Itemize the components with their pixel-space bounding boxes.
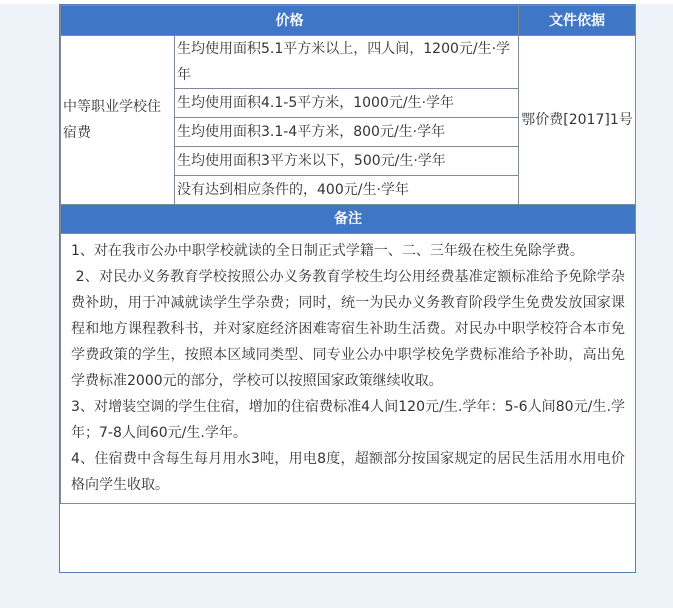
remarks-header-row bbox=[61, 205, 636, 234]
price-row-2: 生均使用面积4.1-5平方米，1000元/生·学年 bbox=[175, 89, 519, 118]
price-row-1: 生均使用面积5.1平方米以上，四人间，1200元/生·学年 bbox=[175, 36, 519, 89]
remarks-title: 备注 bbox=[61, 205, 636, 234]
category-cell: 中等职业学校住宿费 bbox=[61, 36, 175, 205]
price-header: 价格 bbox=[61, 6, 519, 36]
remarks-cell bbox=[61, 234, 636, 504]
remark-item-4: 4、住宿费中含每生每月用水3吨，用电8度，超额部分按国家规定的居民生活用水用电价格向学生收取。 bbox=[71, 451, 625, 493]
price-row-3: 生均使用面积3.1-4平方米，800元/生·学年 bbox=[175, 118, 519, 147]
basis-header: 文件依据 bbox=[519, 6, 636, 36]
remark-item-2: 2、对民办义务教育学校按照公办义务教育学校生均公用经费基准定额标准给予免除学杂费补助，用于冲减就读学生学杂费；同时，统一为民办义务教育阶段学生免费发放国家课程和地方课程教科书，并对家庭经济困难寄宿生补助生活费。对民办中职学校符合本市免学费政策的学生，按照本区域同类型、同专业公办中职学校免学费标准给予补助，高出免学费标准2000元的部分，学校可以按照国家政策继续收取。 bbox=[71, 269, 625, 389]
table-row bbox=[61, 36, 636, 89]
basis-cell: 鄂价费[2017]1号 bbox=[519, 36, 636, 205]
fee-table bbox=[60, 5, 636, 504]
fee-table-card bbox=[59, 4, 636, 573]
price-row-5: 没有达到相应条件的，400元/生·学年 bbox=[175, 176, 519, 205]
remarks-row bbox=[61, 234, 636, 504]
price-row-4: 生均使用面积3平方米以下，500元/生·学年 bbox=[175, 147, 519, 176]
remark-item-3: 3、对增装空调的学生住宿，增加的住宿费标准4人间120元/生.学年：5-6人间80元/生.学年；7-8人间60元/生.学年。 bbox=[71, 399, 625, 441]
table-header-row bbox=[61, 6, 636, 36]
remark-item-1: 1、对在我市公办中职学校就读的全日制正式学籍一、二、三年级在校生免除学费。 bbox=[71, 243, 584, 259]
